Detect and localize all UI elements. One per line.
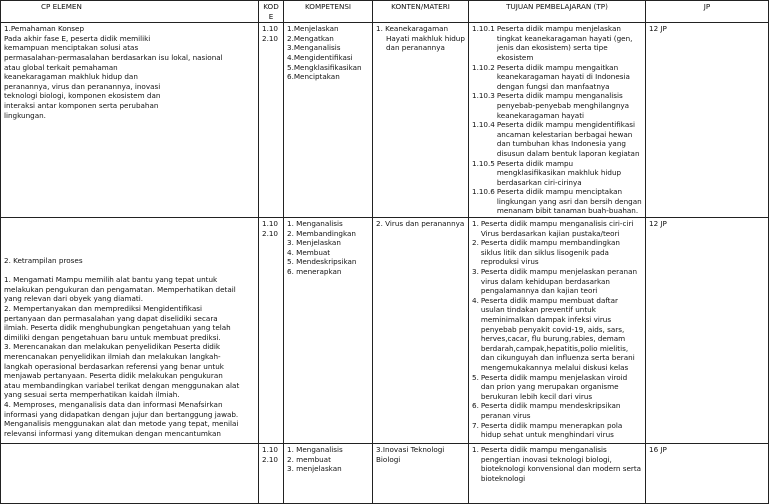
cp-line: permasalahan-permasalahan berdasarkan isu lokal, nasional: [4, 52, 223, 62]
kompetensi-item: 6. menerapkan: [287, 267, 342, 277]
jp-cell: 12 JP: [646, 23, 769, 218]
tp-text: Peserta didik mampu menganalisis penyebab-penyebab menghilangnya keanekaragaman hayati: [496, 91, 630, 120]
kompetensi-cell: [284, 444, 373, 504]
kode-cell: [259, 218, 284, 444]
cp-line: ilmiah. Peserta didik menghubungkan pengetahuan yang telah: [4, 323, 231, 333]
cp-line: relevansi informasi yang ditemukan dengan mencantumkan: [4, 428, 221, 438]
header-konten: KONTEN/MATERI: [373, 1, 469, 23]
kode-cell: [259, 444, 284, 504]
tp-cell: [469, 444, 646, 504]
kompetensi-item: 2.Mengatkan: [287, 33, 334, 43]
tp-number: 4.: [472, 295, 479, 305]
kompetensi-item: 6.Menciptakan: [287, 72, 340, 82]
kompetensi-item: 3.Menganalisis: [287, 43, 341, 53]
tp-number: 2.: [472, 238, 479, 248]
tp-text: Peserta didik mampu menganalisis pengertian inovasi teknologi biologi, bioteknologi konvensional dan modern serta bioteknologi: [480, 445, 642, 483]
tp-text: Peserta didik mampu mendeskripsikan peranan virus: [480, 401, 621, 420]
konten-line: Hayati makhluk hidup: [386, 33, 465, 43]
tp-item: [472, 219, 642, 238]
cp-line: melakukan pengukuran dan pengamatan. Memperhatikan detail: [4, 284, 236, 294]
konten-line: dan peranannya: [386, 43, 445, 53]
kompetensi-cell: [284, 218, 373, 444]
cp-line: pertanyaan dan permasalahan yang dapat diselidiki secara: [4, 313, 218, 323]
konten-line: 1. Keanekaragaman: [376, 24, 449, 34]
konten-line: 3.Inovasi Teknologi: [376, 445, 445, 455]
cp-line: 3. Merencanakan dan melakukan penyelidikan Peserta didik: [4, 342, 221, 352]
jp-cell: 16 JP: [646, 444, 769, 504]
tp-number: 5.: [472, 372, 479, 382]
cp-line: merencanakan penyelidikan ilmiah dan melakukan langkah-: [4, 352, 221, 361]
konten-cell: [373, 23, 469, 218]
cp-line: 4. Memproses, menganalisis data dan informasi Menafsirkan: [4, 399, 223, 409]
header-tp: TUJUAN PEMBELAJARAN (TP): [469, 1, 646, 23]
tp-text: Peserta didik mampu membuat daftar usulan tindakan preventif untuk meminimalkan dampak infeksi virus penyebab penyakit covid-19, aids, sars, herves,cacar, flu burung,rabies, demam berdarah,campak,hepatitis,polio mielitis, dan cikunguyah dan influenza serta berani mengemukakannya melalui diskusi kelas: [480, 295, 635, 372]
tp-number: 3.: [472, 267, 479, 277]
kode-value: 2.10: [262, 454, 279, 464]
tp-item: [472, 401, 642, 420]
cp-line: 2. Ketrampilan proses: [4, 256, 83, 266]
tp-number: 1.10.4: [472, 120, 495, 130]
cp-line: interaksi antar komponen serta perubahan: [4, 100, 159, 110]
kode-value: 1.10: [262, 219, 279, 229]
cp-line: 1. Mengamati Mampu memilih alat bantu yang tepat untuk: [4, 275, 218, 285]
header-kompetensi: KOMPETENSI: [284, 1, 373, 23]
tp-item: [472, 296, 642, 373]
tp-item: [472, 24, 642, 62]
cp-line: yang sesuai serta memperhatikan kaidah ilmiah.: [4, 390, 180, 400]
cp-line: teknologi biologi, komponen ekosistem dan: [4, 91, 161, 101]
tp-item: [472, 267, 642, 296]
kompetensi-item: 4.Mengidentifikasi: [287, 52, 353, 62]
kompetensi-item: 4. Membuat: [287, 247, 331, 257]
cp-line: lingkungan.: [4, 110, 46, 120]
konten-line: Biologi: [376, 454, 401, 464]
tp-cell: [469, 218, 646, 444]
cp-line: Menganalisis menggunakan alat dan metode yang tepat, menilai: [4, 419, 239, 429]
cp-line: keanekaragaman makhluk hidup dan: [4, 72, 138, 82]
tp-text: Peserta didik mampu menganalisis ciri-ciri Virus berdasarkan kajian pustaka/teori: [480, 219, 634, 238]
tp-text: Peserta didik mampu mengidentifikasi ancaman kelestarian berbagai hewan dan tumbuhan khas Indonesia yang disusun dalam bentuk laporan kegiatan: [496, 120, 640, 158]
table-row: [1, 218, 769, 444]
kompetensi-item: 5. Mendeskripsikan: [287, 257, 357, 267]
tp-number: 6.: [472, 401, 479, 411]
tp-item: [472, 63, 642, 92]
cp-line: atau global terkait pemahaman: [4, 62, 118, 72]
kompetensi-item: 1. Menganalisis: [287, 219, 343, 229]
tp-text: Peserta didik mampu menerapkan pola hidup sehat untuk menghindari virus: [480, 420, 623, 440]
tp-item: [472, 159, 642, 188]
tp-text: Peserta didik mampu mengklasifikasikan makhluk hidup berdasarkan ciri-cirinya: [496, 158, 622, 187]
table-row: [1, 444, 769, 504]
tp-number: 1.10.2: [472, 62, 495, 72]
tp-text: Peserta didik mampu menjelaskan viroid dan prion yang merupakan organisme berukuran lebih kecil dari virus: [480, 372, 628, 401]
cp-line: Pada akhir fase E, peserta didik memiliki: [4, 33, 151, 43]
table-row: [1, 23, 769, 218]
kompetensi-item: 2. membuat: [287, 454, 331, 464]
tp-number: 1.10.6: [472, 187, 495, 197]
tp-text: Peserta didik mampu menjelaskan peranan virus dalam kehidupan berdasarkan pengalamannya dan kajian teori: [480, 267, 638, 296]
tp-item: [472, 91, 642, 120]
cp-line: peranannya, virus dan peranannya, inovasi: [4, 81, 161, 91]
kompetensi-item: 1.Menjelaskan: [287, 24, 339, 34]
kode-value: 2.10: [262, 33, 279, 43]
kode-value: 1.10: [262, 445, 279, 455]
tp-item: [472, 120, 642, 158]
tp-cell: [469, 23, 646, 218]
tp-item: [472, 187, 642, 216]
cp-line: 1.Pemahaman Konsep: [4, 24, 85, 34]
cp-cell: [1, 23, 259, 218]
tp-number: 1.10.5: [472, 158, 495, 168]
cp-line: kemampuan menciptakan solusi atas: [4, 43, 139, 53]
tp-number: 1.: [472, 445, 479, 455]
tp-item: [472, 421, 642, 440]
tp-number: 1.10.3: [472, 91, 495, 101]
cp-line: menjawab pertanyaan. Peserta didik melakukan pengukuran: [4, 371, 223, 381]
tp-number: 1.10.1: [472, 24, 495, 34]
tp-item: [472, 238, 642, 267]
tp-text: Peserta didik mampu mengaitkan keanekaragaman hayati di Indonesia dengan fungsi dan manfaatnya: [496, 62, 630, 91]
kompetensi-item: 5.Mengklasifikasikan: [287, 62, 362, 72]
kode-value: 2.10: [262, 228, 279, 238]
cp-line: dimiliki dengan pengetahuan baru untuk membuat prediksi.: [4, 332, 221, 342]
tp-text: Peserta didik mampu menciptakan lingkungan yang asri dan bersih dengan menanam bibit tanaman buah-buahan.: [496, 187, 642, 216]
tp-number: 7.: [472, 420, 479, 430]
tp-text: Peserta didik mampu menjelaskan tingkat keanekaragaman hayati (gen, jenis dan ekosistem) serta tipe ekosistem: [496, 24, 633, 62]
kompetensi-item: 3. Menjelaskan: [287, 238, 341, 248]
jp-cell: 12 JP: [646, 218, 769, 444]
cp-line: informasi yang didapatkan dengan jujur dan bertanggung jawab.: [4, 409, 239, 419]
header-row: [1, 1, 769, 23]
kompetensi-cell: [284, 23, 373, 218]
kode-value: 1.10: [262, 24, 279, 34]
cp-line: 2. Mempertanyakan dan memprediksi Mengidentifikasi: [4, 304, 202, 314]
konten-cell: [373, 218, 469, 444]
tp-text: Peserta didik mampu membandingkan siklus litik dan siklus lisogenik pada reproduksi virus: [480, 238, 620, 267]
kompetensi-item: 2. Membandingkan: [287, 228, 356, 238]
header-kode: KOD E: [259, 1, 284, 23]
cp-line: yang relevan dari obyek yang diamati.: [4, 294, 144, 304]
konten-cell: [373, 444, 469, 504]
tp-number: 1.: [472, 219, 479, 229]
konten-line: 2. Virus dan peranannya: [376, 219, 465, 229]
kompetensi-item: 1. Menganalisis: [287, 445, 343, 455]
cp-line: atau membandingkan variabel terikat dengan menggunakan alat: [4, 380, 240, 390]
cp-blank-line: [4, 266, 255, 276]
header-jp: JP: [646, 1, 769, 23]
tp-item: [472, 445, 642, 483]
kompetensi-item: 3. menjelaskan: [287, 464, 342, 474]
cp-line: langkah operasional berdasarkan referensi yang benar untuk: [4, 361, 224, 371]
cp-cell: [1, 218, 259, 444]
tp-item: [472, 373, 642, 402]
header-cp-elemen: CP ELEMEN: [1, 1, 259, 23]
kode-cell: [259, 23, 284, 218]
cp-cell: [1, 444, 259, 504]
